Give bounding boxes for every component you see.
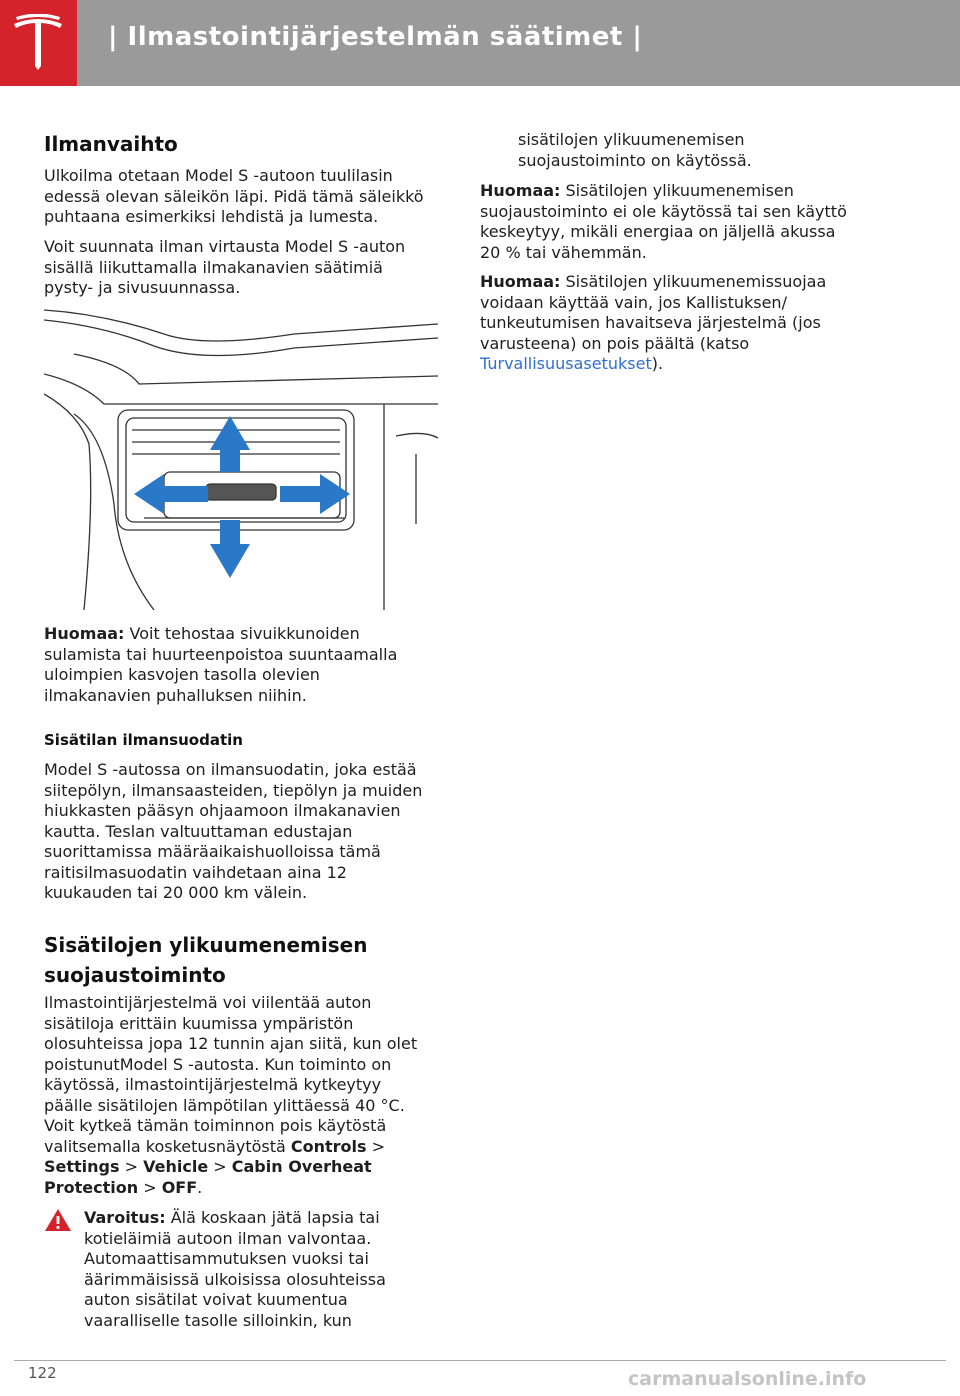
text-span: Sisätilojen ylikuumenemisen	[560, 181, 794, 200]
text-line: ilmakanavien puhalluksen niihin.	[44, 685, 307, 705]
text-line	[480, 181, 847, 202]
text-span: .	[197, 1177, 203, 1197]
text-line: auton sisätilat voivat kuumentua	[84, 1290, 348, 1309]
tesla-logo	[0, 0, 77, 86]
menu-path-off: OFF	[161, 1177, 198, 1197]
text-line: suojaustoiminto ei ole käytössä tai sen käyttö	[480, 201, 847, 221]
warning-label: Varoitus:	[84, 1208, 166, 1227]
text-line: päälle sisätilojen lämpötilan ylittäessä 40 °C.	[44, 1095, 405, 1115]
separator: >	[119, 1157, 144, 1176]
text-line: vaaralliselle tasolle silloinkin, kun	[84, 1310, 352, 1330]
note-defrost	[44, 624, 397, 706]
separator: >	[138, 1177, 162, 1197]
text-line	[480, 272, 826, 293]
menu-path-cabin: Cabin Overheat	[231, 1157, 372, 1176]
page-header	[0, 0, 960, 86]
text-line: poistunutModel S -autosta. Kun toiminto on	[44, 1054, 392, 1074]
page-title: | Ilmastointijärjestelmän säätimet |	[108, 22, 643, 52]
watermark: carmanualsonline.info	[628, 1368, 867, 1390]
separator: >	[208, 1157, 232, 1176]
air-vent-illustration	[44, 304, 438, 610]
text-line: siitepölyn, ilmansaasteiden, tiepölyn ja muiden	[44, 780, 423, 800]
text-line: kautta. Teslan valtuuttaman edustajan	[44, 821, 353, 841]
subheading-cabin-filter: Sisätilan ilmansuodatin	[44, 731, 243, 749]
paragraph-ventilation-2	[44, 237, 405, 299]
text-line	[44, 1178, 417, 1199]
page-number: 122	[28, 1364, 57, 1382]
text-span: valitsemalla kosketusnäytöstä	[44, 1136, 291, 1156]
text-line	[44, 1137, 417, 1158]
note-label: Huomaa:	[480, 272, 561, 291]
text-line: Sisätilojen ylikuumenemisen	[44, 933, 368, 957]
paragraph-cabin-filter	[44, 760, 422, 904]
text-line: edessä olevan säleikön läpi. Pidä tämä säleikkö	[44, 186, 424, 206]
text-line: sulamista tai huurteenpoistoa suuntaamalla	[44, 644, 398, 664]
text-line: Model S -autossa on ilmansuodatin, joka estää	[44, 760, 417, 779]
separator: >	[366, 1136, 386, 1156]
text-line: uloimpien kasvojen tasolla olevien	[44, 665, 320, 684]
section-title-ventilation: Ilmanvaihto	[44, 132, 178, 156]
text-line: varusteena) on pois päältä (katso	[480, 333, 750, 353]
warning-icon	[44, 1208, 72, 1232]
section-title-overheat	[44, 930, 367, 990]
text-span: Älä koskaan jätä lapsia tai	[165, 1208, 380, 1227]
text-line: Voit kytkeä tämän toiminnon pois käytöstä	[44, 1116, 387, 1135]
text-line: hiukkasten pääsyn ohjaamoon ilmakanavien	[44, 801, 401, 820]
security-settings-link[interactable]: Turvallisuusasetukset	[480, 354, 652, 373]
text-line: Ilmastointijärjestelmä voi viilentää auton	[44, 993, 372, 1012]
note-tilt-intrusion	[480, 272, 826, 375]
text-line	[84, 1208, 386, 1229]
text-line: 20 % tai vähemmän.	[480, 242, 647, 262]
tesla-t-icon	[10, 14, 66, 72]
warning-text	[84, 1208, 386, 1331]
note-battery	[480, 181, 847, 263]
text-line: äärimmäisissä ulkoisissa olosuhteissa	[84, 1269, 386, 1289]
menu-path-settings: Settings	[44, 1157, 120, 1176]
text-line: kotieläimiä autoon ilman valvontaa.	[84, 1228, 372, 1248]
warning-continuation	[518, 130, 752, 171]
menu-path-controls: Controls	[290, 1136, 367, 1156]
text-line: puhtaana esimerkiksi lehdistä ja lumesta.	[44, 207, 379, 226]
menu-path-vehicle: Vehicle	[143, 1157, 209, 1176]
text-line: voidaan käyttää vain, jos Kallistuksen/	[480, 292, 787, 312]
text-line	[480, 354, 826, 375]
text-line: raitisilmasuodatin vaihdetaan aina 12	[44, 862, 347, 882]
note-label: Huomaa:	[44, 624, 125, 643]
text-line: suorittamissa määräaikaishuolloissa tämä	[44, 842, 381, 861]
text-line: Voit suunnata ilman virtausta Model S -auton	[44, 237, 406, 256]
text-line: pysty- ja sivusuunnassa.	[44, 278, 241, 297]
text-line: kuukauden tai 20 000 km välein.	[44, 883, 308, 902]
text-line: käytössä, ilmastointijärjestelmä kytkeytyy	[44, 1075, 382, 1094]
text-line: sisällä liikuttamalla ilmakanavien säätimiä	[44, 257, 383, 277]
text-span: Voit tehostaa sivuikkunoiden	[124, 624, 360, 643]
text-line	[44, 624, 397, 645]
text-line: keskeytyy, mikäli energiaa on jäljellä akussa	[480, 222, 836, 241]
text-line: tunkeutumisen havaitseva järjestelmä (jos	[480, 313, 821, 332]
footer-divider	[14, 1360, 946, 1361]
text-span: Sisätilojen ylikuumenemissuojaa	[560, 272, 827, 291]
text-line: olosuhteissa jopa 12 tunnin ajan siitä, kun olet	[44, 1034, 418, 1053]
text-line: sisätiloja erittäin kuumissa ympäristön	[44, 1013, 354, 1033]
text-span: ).	[651, 354, 664, 373]
text-line: Ulkoilma otetaan Model S -autoon tuulilasin	[44, 166, 393, 185]
text-line: sisätilojen ylikuumenemisen	[518, 130, 745, 149]
text-line: Automaattisammutuksen vuoksi tai	[84, 1249, 369, 1268]
text-line	[44, 1157, 417, 1178]
paragraph-ventilation-1	[44, 166, 424, 228]
text-line: suojaustoiminto on käytössä.	[518, 150, 752, 170]
menu-path-protection: Protection	[44, 1177, 139, 1197]
text-line: suojaustoiminto	[44, 963, 226, 987]
note-label: Huomaa:	[480, 181, 561, 200]
paragraph-overheat	[44, 993, 417, 1198]
